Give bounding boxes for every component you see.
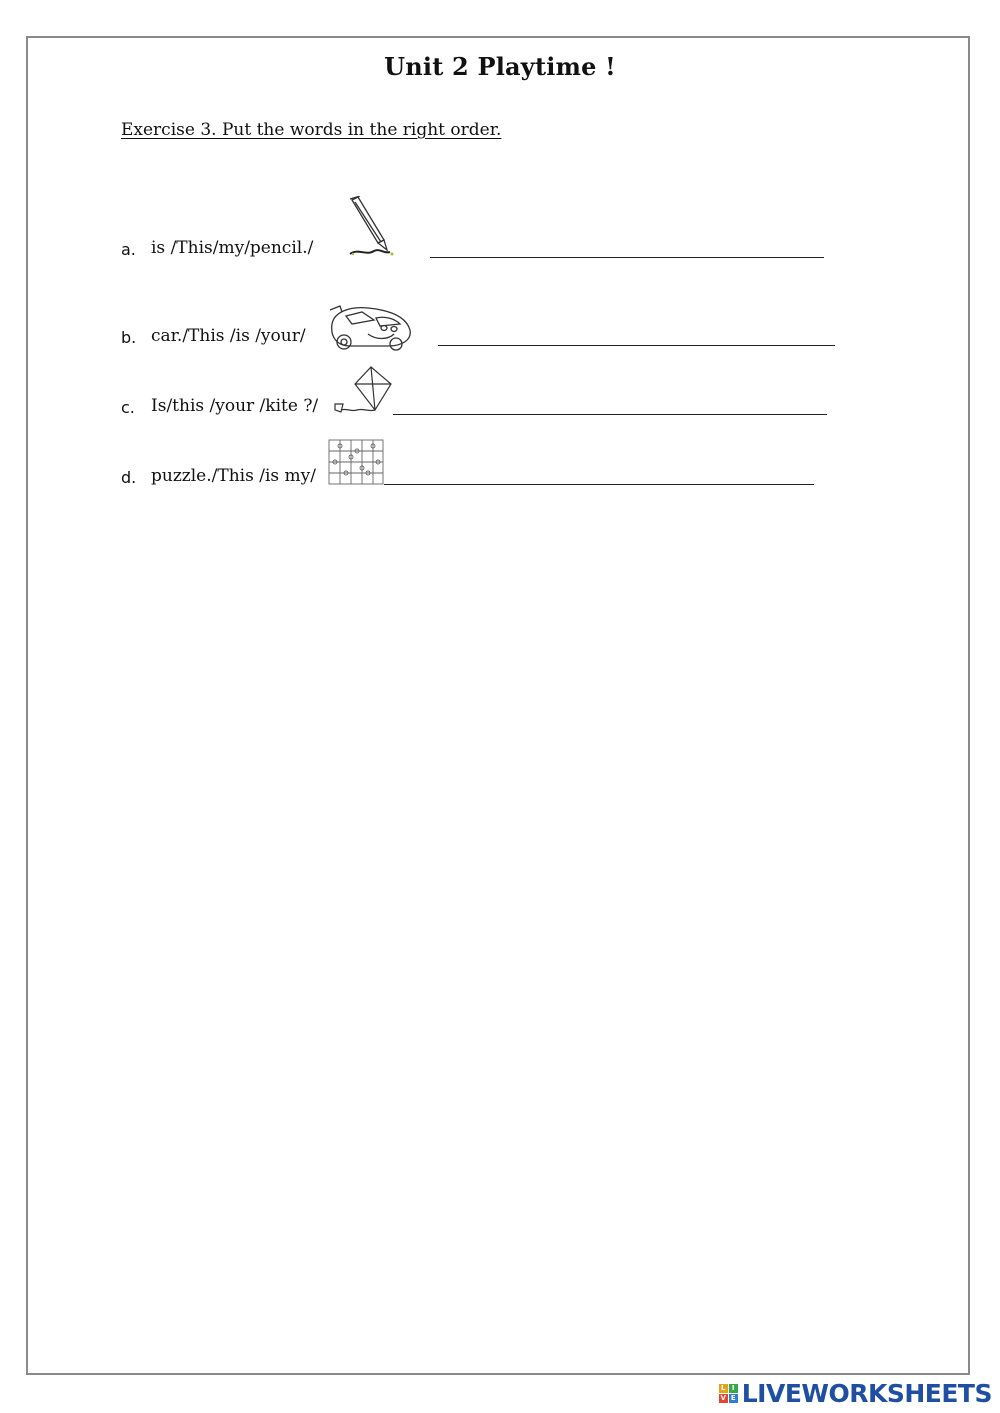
- item-letter: b.: [121, 328, 137, 347]
- item-words: Is/this /your /kite ?/: [151, 396, 319, 416]
- exercise-instruction: Exercise 3. Put the words in the right order.: [121, 120, 502, 140]
- exercise-item-a: [0, 196, 1000, 259]
- puzzle-icon: [327, 438, 385, 486]
- badge-letter: V: [720, 1393, 726, 1402]
- answer-line-a[interactable]: [430, 257, 824, 258]
- answer-line-d[interactable]: [384, 484, 814, 485]
- exercise-item-b: [0, 300, 1000, 360]
- exercise-item-d: [0, 436, 1000, 496]
- badge-letter: L: [719, 1384, 728, 1393]
- car-icon: [328, 302, 414, 356]
- item-letter: a.: [121, 240, 136, 259]
- badge-letter: I: [729, 1384, 738, 1393]
- page-title: Unit 2 Playtime !: [384, 52, 616, 81]
- answer-line-b[interactable]: [438, 345, 835, 346]
- pencil-icon: [344, 196, 404, 258]
- item-letter: c.: [121, 398, 135, 417]
- exercise-item-c: [0, 366, 1000, 426]
- item-words: car./This /is /your/: [151, 326, 306, 346]
- item-words: puzzle./This /is my/: [151, 466, 316, 486]
- brand-badge-icon: [719, 1384, 738, 1403]
- kite-icon: [333, 366, 395, 416]
- brand-name: LIVEWORKSHEETS: [741, 1378, 992, 1408]
- item-words: is /This/my/pencil./: [151, 238, 314, 258]
- badge-letter: E: [729, 1394, 738, 1403]
- liveworksheets-logo: [719, 1380, 992, 1406]
- answer-line-c[interactable]: [393, 414, 827, 415]
- item-letter: d.: [121, 468, 137, 487]
